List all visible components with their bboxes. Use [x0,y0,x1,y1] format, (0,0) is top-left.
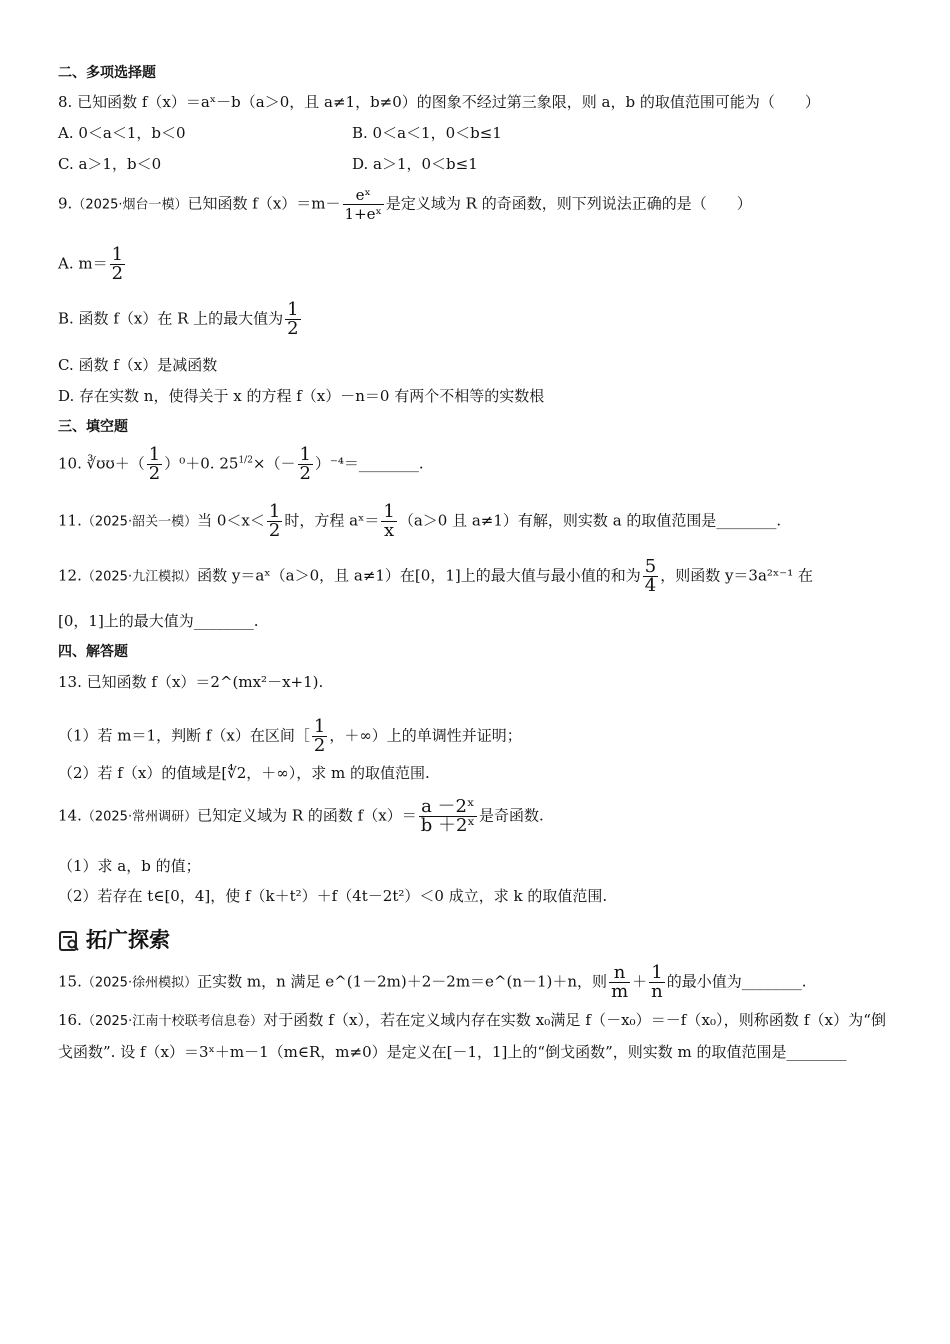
search-document-icon [58,928,86,952]
q14-part2: （2）若存在 t∈[0，4]，使 f（k＋t²）＋f（4t－2t²）＜0 成立，求 k 的取值范围. [58,887,608,905]
q14-stem: 14.（2025·常州调研）已知定义域为 R 的函数 f（x）＝ $\frac{\text{a －2ˣ}}{\text{b ＋2ˣ}}$ 是奇函数. [58,796,544,836]
q9-option-b: B. 函数 f（x）在 R 上的最大值为 $\frac{1}{2}$ [58,299,299,339]
q11: 11.（2025·韶关一模）当 0＜x＜ $\frac{1}{2}$ 时，方程 aˣ＝ $\frac{1}{x}$ （a＞0 且 a≠1）有解，则实数 a 的取值范围是________. [58,501,782,541]
extend-banner: 拓广探索 [58,924,170,954]
q9-option-c: C. 函数 f（x）是减函数 [58,356,218,374]
q8-option-a: A. 0＜a＜1，b＜0 [58,124,186,142]
q8-option-c: C. a＞1，b＜0 [58,155,162,173]
q12-line1: 12.（2025·九江模拟）函数 y＝aˣ（a＞0，且 a≠1）在[0，1]上的最大值与最小值的和为 $\frac{5}{4}$ ，则函数 y＝3a²ˣ⁻¹ 在 [58,556,813,596]
q13-stem: 13. 已知函数 f（x）＝2^(mx²－x+1). [58,673,324,691]
section-answer: 四、解答题 [58,644,128,660]
q9-stem: 9.（2025·烟台一模）已知函数 f（x）＝m－ $\frac{\text{eˣ}}{\text{1+eˣ}}$ 是定义域为 R 的奇函数，则下列说法正确的是（ ） [58,186,752,223]
q13-part1: （1）若 m＝1，判断 f（x）在区间［ $\frac{1}{2}$ ，＋∞）上的单调性并证明； [58,716,522,756]
q8-option-d: D. a＞1，0＜b≤1 [352,155,478,173]
q9-source: （2025·烟台一模） [72,197,188,213]
q8-stem: 8. 已知函数 f（x）＝aˣ－b（a＞0，且 a≠1，b≠0）的图象不经过第三象限，则 a，b 的取值范围可能为（ ） [58,93,820,111]
q16: 16.（2025·江南十校联考信息卷）对于函数 f（x），若在定义域内存在实数 x₀满足 f（－x₀）＝－f（x₀），则称函数 f（x）为“倒戈函数”. 设 f（x）＝3ˣ＋m－1（m∈R，m≠0）是定义在[－1，1]上的“倒戈函数”，则实数 m 的取值范围是________ [58,1011,887,1061]
q14-part1: （1）求 a，b 的值； [58,857,201,875]
q12-line2: [0，1]上的最大值为________. [58,612,259,630]
q15: 15.（2025·徐州模拟）正实数 m，n 满足 e^(1－2m)＋2－2m＝e^(n－1)＋n，则 $\frac{n}{m}$ ＋ $\frac{1}{n}$ 的最小值为________. [58,962,807,1002]
section-multi-choice: 二、多项选择题 [58,65,156,81]
q9-option-a: A. m＝ $\frac{1}{2}$ [58,244,124,284]
q10: 10. ∛ʊʊ＋（ $\frac{1}{2}$ ）⁰＋0. $25^{1/2}\times(-$ $\frac{1}{2}$ ）⁻⁴＝________. [58,444,424,484]
q13-part2: （2）若 f（x）的值域是[∜2，＋∞），求 m 的取值范围. [58,764,430,782]
section-fill-blank: 三、填空题 [58,419,128,435]
q9-option-d: D. 存在实数 n，使得关于 x 的方程 f（x）－n＝0 有两个不相等的实数根 [58,387,545,405]
q9-fraction: $\frac{\text{eˣ}}{\text{1+eˣ}}$ [344,186,382,223]
q8-option-b: B. 0＜a＜1，0＜b≤1 [352,124,502,142]
